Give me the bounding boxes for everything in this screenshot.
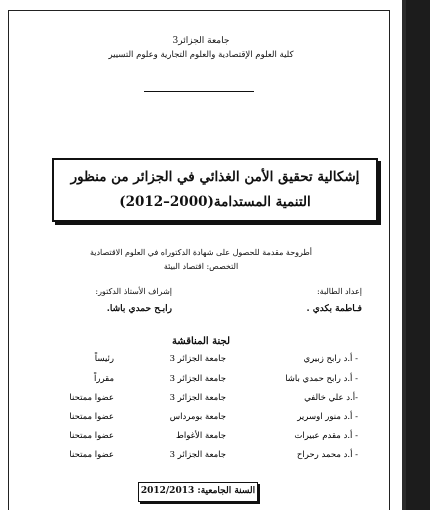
committee-member [0,393,402,407]
member-institution: جامعة الجزائر 3 [169,450,226,460]
member-role: مقرراً [93,374,114,384]
member-role: عضوا ممتحنا [69,393,114,403]
member-institution: جامعة الجزائر 3 [169,354,226,364]
viewer-scrollbar-area[interactable] [406,0,430,510]
thesis-title-line-2: التنمية المستدامة(2000–2012) [119,194,311,210]
university-name: جامعة الجزائر3 [172,36,230,46]
divider-line [144,91,254,92]
committee-member [0,374,402,388]
committee-title: لجنة المناقشة [171,336,231,347]
supervisor-label: إشراف الأستاذ الدكتور: [95,287,172,296]
member-name: - أ.د مقدم عبيرات [294,431,358,441]
faculty-name: كلية العلوم الإقتصادية والعلوم التجارية وعلوم التسيير [108,50,294,60]
committee-member [0,450,402,464]
member-institution: جامعة الأغواط [175,431,226,441]
thesis-description: أطروحة مقدمة للحصول على شهادة الدكتوراه في العلوم الاقتصادية [89,248,313,257]
member-name: - أ.د منور اوسرير [297,412,358,422]
specialization: التخصص: اقتصاد البيئة [163,262,239,271]
thesis-title-line-1: إشكالية تحقيق الأمن الغذائي في الجزائر من منظور [70,169,360,185]
member-role: رئيساً [94,354,114,364]
member-institution: جامعة الجزائر 3 [169,374,226,384]
member-name: -أ.د علي خالفي [304,393,358,403]
prepared-by-label: إعداد الطالبة: [316,287,362,296]
member-institution: جامعة الجزائر 3 [169,393,226,403]
academic-year: السنة الجامعية: 2012/2013 [138,482,258,502]
member-name: - أ.د رابح زبيري [303,354,358,364]
committee-member [0,412,402,426]
member-name: - أ.د محمد رحراح [296,450,358,460]
member-role: عضوا ممتحنا [69,431,114,441]
committee-member [0,354,402,368]
student-name: فـاطمة بكدي . [306,304,362,314]
supervisor-name: رابـح حمدي باشا. [106,304,172,314]
member-institution: جامعة بومرداس [169,412,226,422]
member-role: عضوا ممتحنا [69,450,114,460]
title-box [52,158,378,222]
committee-member [0,431,402,445]
member-name: - أ.د رابح حمدي باشا [285,374,358,384]
member-role: عضوا ممتحنا [69,412,114,422]
